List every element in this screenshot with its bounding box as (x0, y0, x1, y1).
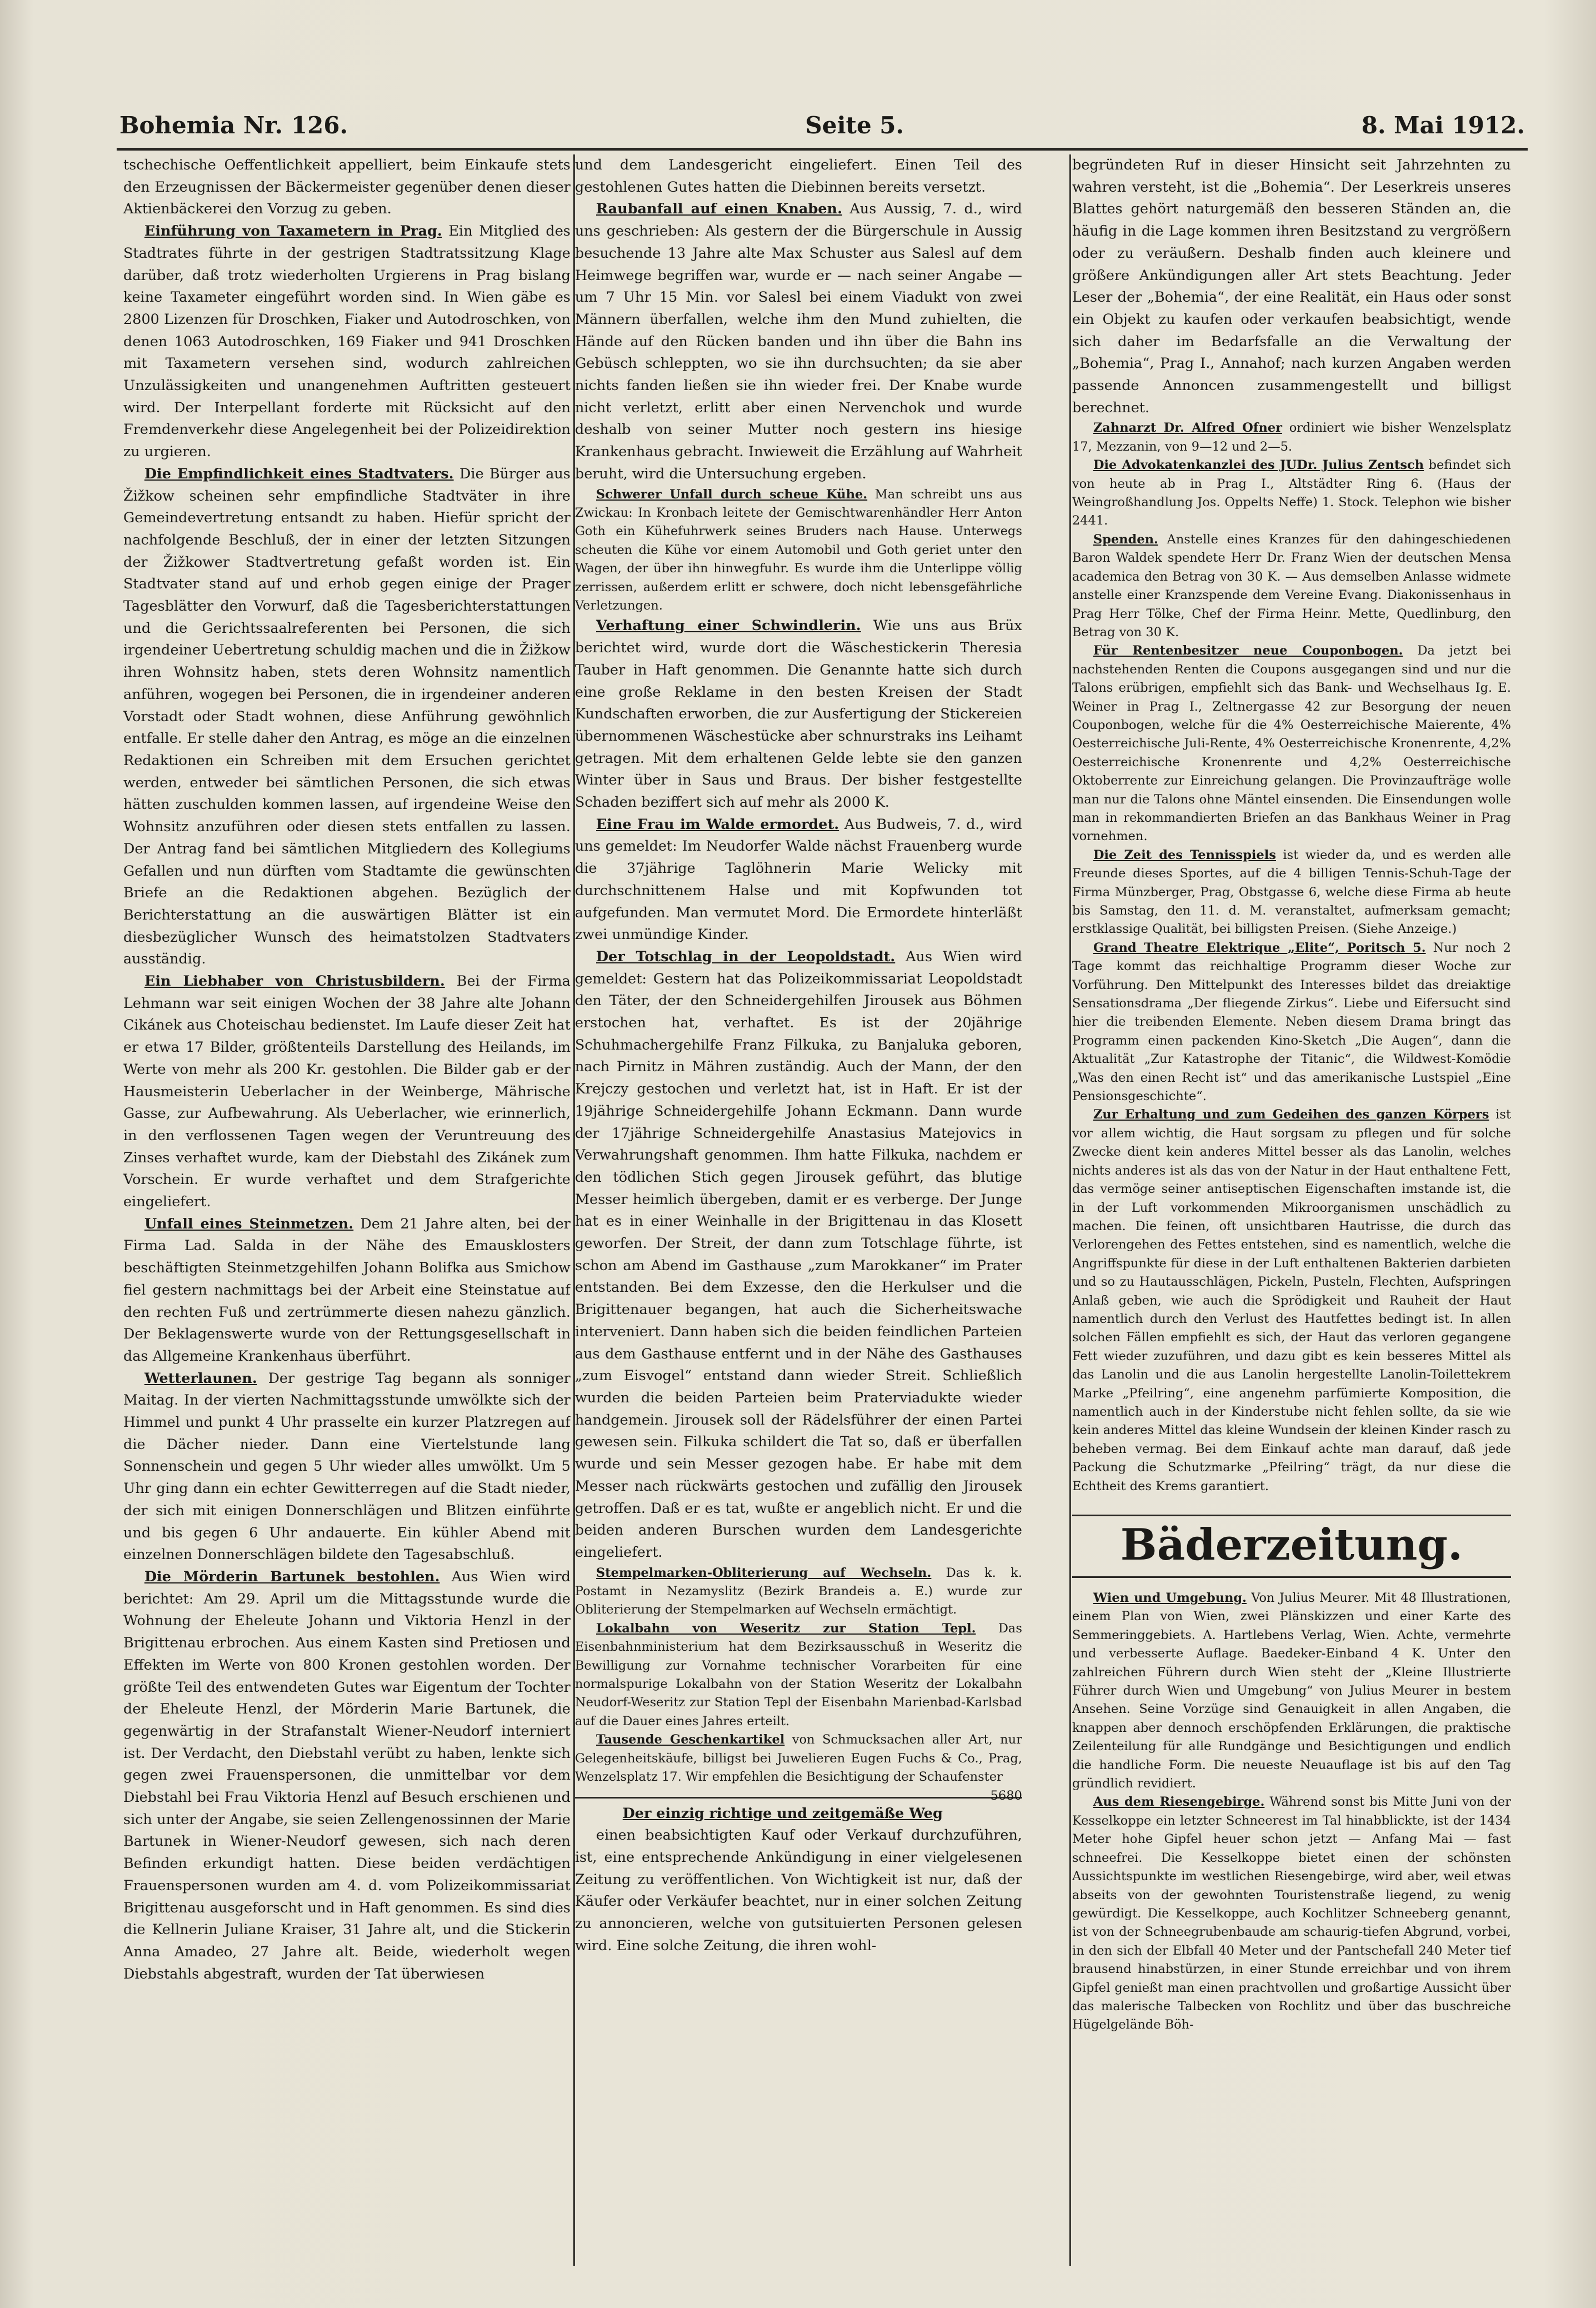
article-body: Aus Aussig, 7. d., wird uns geschrieben: Als gestern der die Bürgerschule in Aussig besuchende 13 Jahre alte Max Schuster aus Salesl auf dem Heimwege begriffen war, wurde er — nach seiner Angabe — um 7 Uhr 15 Min. vor Salesl bei einem Viadukt von zwei Männern überfallen, welche ihm den Mund zuhielten, die Hände auf den Rücken banden und ihn über die Bahn ins Gebüsch schleppten, wo sie ihn durchsuchten; da sie aber nichts fanden ließen sie ihn wieder frei. Der Knabe wurde nicht verletzt, erlitt aber einen Nervenchok und wurde deshalb von seiner Mutter noch gestern ins hiesige Krankenhaus gebracht. Inwieweit die Erzählung auf Wahrheit beruht, wird die Untersuchung ergeben. (575, 201, 1022, 482)
ad-number: 5680 (990, 1788, 1022, 1803)
article-body: Der gestrige Tag begann als sonniger Maitag. In der vierten Nachmittagsstunde umwölkte sich der Himmel und punkt 4 Uhr prasselte ein kurzer Platzregen auf die Dächer nieder. Dann eine Viertelstunde lang Sonnenschein und gegen 5 Uhr wieder alles umwölkt. Um 5 Uhr ging dann ein echter Gewitterregen auf die Stadt nieder, der sich mit einigen Donnerschlägen und Blitzen einführte und bis gegen 6 Uhr andauerte. Ein kühler Abend mit einzelnen Donnerschlägen bildete den Tagesabschluß. (123, 1370, 571, 1563)
article (1072, 939, 1511, 1106)
article (1072, 1589, 1511, 1793)
page-header (119, 106, 1525, 144)
article-body: Anstelle eines Kranzes für den dahingeschiedenen Baron Waldek spendete Herr Dr. Franz Wien der deutschen Mensa academica den Betrag von 30 K. — Aus demselben Anlasse widmete anstelle einer Kranzspende dem Vereine Evang. Diakonissenhaus in Prag Herr Tölke, Chef der Firma Heinr. Mette, Quedlinburg, den Betrag von 30 K. (1072, 532, 1511, 640)
article-body: Das Eisenbahnministerium hat dem Bezirksausschuß in Weseritz die Bewilligung zur Vornahme technischer Vorarbeiten für eine normalspurige Lokalbahn von der Station Weseritz der Lokalbahn Neudorf-Weseritz zur Station Tepl der Eisenbahn Marienbad-Karlsbad auf die Dauer eines Jahres erteilt. (575, 1621, 1022, 1728)
header-date: 8. Mai 1912. (1361, 111, 1525, 139)
article (575, 946, 1022, 1564)
article-headline: Die Mörderin Bartunek bestohlen. (144, 1568, 440, 1585)
article-body: von Schmucksachen aller Art, nur Gelegenheitskäufe, billigst bei Juwelieren Eugen Fuchs & Co., Prag, Wenzelsplatz 17. Wir empfehlen die Besichtigung der Schaufenster (575, 1732, 1022, 1785)
article-headline: Der Totschlag in der Leopoldstadt. (596, 948, 895, 965)
article-headline: Verhaftung einer Schwindlerin. (596, 617, 861, 635)
article (123, 463, 571, 971)
article-body: Während sonst bis Mitte Juni von der Kesselkoppe ein letzter Schneerest im Tal hinabblickte, ist der 1434 Meter hohe Gipfel heuer schon jetzt — Anfang Mai — fast schneefrei. Die Kesselkoppe bietet einen der schönsten Aussichtspunkte im westlichen Riesengebirge, wird aber, weil etwas abseits von der gewohnten Touristenstraße liegend, zu wenig gewürdigt. Die Kesselkoppe, auch Kochlitzer Schneeberg genannt, ist von der Schneegrubenbaude am schaurig-tiefen Abgrund, vorbei, in den sich der Elbfall 40 Meter und der Pantschefall 240 Meter tief brausend hinabstürzen, in einer Stunde erreichbar und von ihrem Gipfel genießt man einen prachtvollen und großartige Aussicht über das malerische Talbecken von Rochlitz und über das buschreiche Hügelgelände Böh- (1072, 1795, 1511, 2032)
article-body: Aus Wien wird berichtet: Am 29. April um die Mittagsstunde wurde die Wohnung der Eheleute Johann und Viktoria Henzl in der Brigittenau erbrochen. Aus einem Kasten sind Pretiosen und Effekten im Werte von 800 Kronen gestohlen worden. Der größte Teil des entwendeten Gutes war Eigentum der Tochter der Eheleute Henzl, der Mörderin Marie Bartunek, die gegenwärtig in der Strafanstalt Wiener-Neudorf interniert ist. Der Verdacht, den Diebstahl verübt zu haben, lenkte sich gegen zwei Frauenspersonen, die unmittelbar vor dem Diebstahl bei Frau Viktoria Henzl auf Besuch erschienen und sich unter der Angabe, sie seien Zellengenossinnen der Marie Bartunek in Wiener-Neudorf gewesen, sich nach deren Befinden erkundigt hatten. Diese beiden verdächtigen Frauenspersonen wurden am 4. d. vom Polizeikommissariat Brigittenau ausgeforscht und in Haft genommen. Es sind dies die Kellnerin Juliane Kraiser, 31 Jahre alt, und die Stickerin Anna Amadeo, 27 Jahre alt. Beide, wiederholt wegen Diebstahls abgestraft, wurden der Tat überwiesen (123, 1568, 571, 1982)
article-body: Das k. k. Postamt in Nezamyslitz (Bezirk Brandeis a. E.) wurde zur Obliterierung der Stempelmarken auf Wechseln ermächtigt. (575, 1565, 1022, 1617)
article-body: tschechische Oeffentlichkeit appelliert, beim Einkaufe stets den Erzeugnissen der Bäckermeister gegenüber denen dieser Aktienbäckerei den Vorzug zu geben. (123, 157, 571, 218)
article (1072, 642, 1511, 846)
article-headline: Spenden. (1093, 532, 1158, 547)
column-divider-2 (1069, 154, 1071, 2266)
article-body: Aus Wien wird gemeldet: Gestern hat das Polizeikommissariat Leopoldstadt den Täter, der den Schneidergehilfen Jirousek aus Böhmen erstochen hat, verhaftet. Es ist der 20jährige Schuhmachergehilfe Franz Filkuka, zu Banjaluka geboren, nach Pirnitz in Mähren zuständig. Auch der Mann, der den Krejczy gestochen und verletzt hat, ist in Haft. Er ist der 19jährige Schneidergehilfe Johann Eckmann. Dann wurde der 17jährige Schneidergehilfe Anastasius Matejovics in Verwahrungshaft genommen. Ihm hatte Filkuka, nachdem er den tödlichen Stich gegen Jirousek geführt, das blutige Messer heimlich übergeben, damit er es verberge. Der Junge hat es in einer Weinhalle in der Brigittenau in das Klosett geworfen. Der Streit, der dann zum Totschlage führte, ist schon am Abend im Gasthause „zum Marokkaner“ im Prater entstanden. Bei dem Exzesse, den die Herkulser und die Brigittenauer begangen, hat auch die Sicherheitswache interveniert. Dann haben sich die beiden feindlichen Parteien aus dem Gasthause entfernt und in der Nähe des Gasthauses „zum Eisvogel“ entstand dann wieder Streit. Schließlich wurden die beiden Parteien beim Praterviadukte wieder handgemein. Jirousek soll der Rädelsführer der einen Partei gewesen sein. Filkuka schildert die Tat so, daß er überfallen wurde und sein Messer gezogen habe. Er habe mit dem Messer nach rückwärts gestochen und zufällig den Jirousek getroffen. Daß er es tat, wußte er angeblich nicht. Er und die beiden anderen Burschen wurden dem Landesgerichte eingeliefert. (575, 948, 1022, 1561)
column-1 (123, 154, 571, 2266)
article (123, 154, 571, 221)
article-body: ist wieder da, und es werden alle Freunde dieses Sportes, auf die 4 billigen Tennis-Schuh-Tage der Firma Münzberger, Prag, Obstgasse 6, welche diese Firma ab heute bis Samstag, den 11. d. M. veranstaltet, aufmerksam gemacht; erstklassige Qualität, bei billigsten Preisen. (Siehe Anzeige.) (1072, 847, 1511, 937)
article-headline: Wien und Umgebung. (1093, 1591, 1247, 1605)
article-body: begründeten Ruf in dieser Hinsicht seit Jahrzehnten zu wahren versteht, ist die „Bohemia“. Der Leserkreis unseres Blattes gehört naturgemäß den besseren Ständen an, die häufig in die Lage kommen ihren Besitzstand zu vergrößern oder zu veräußern. Deshalb finden auch kleinere und größere Ankündigungen aller Art stets Beachtung. Jeder Leser der „Bohemia“, der eine Realität, ein Haus oder sonst ein Objekt zu kaufen oder verkaufen beabsichtigt, wende sich daher im Bedarfsfalle an die Verwaltung der „Bohemia“, Prag I., Annahof; nach kurzen Angaben werden passende Annoncen zusammengestellt und billigst berechnet. (1072, 157, 1511, 416)
article-headline: Stempelmarken-Obliterierung auf Wechseln. (596, 1565, 932, 1580)
ad-title: Der einzig richtige und zeitgemäße Weg (622, 1805, 943, 1822)
article-body: Ein Mitglied des Stadtrates führte in der gestrigen Stadtratssitzung Klage darüber, daß trotz wiederholten Urgierens in Prag bislang keine Taxameter eingeführt worden sind. In Wien gäbe es 2800 Lizenzen für Droschken, Fiaker und Autodroschken, von denen 1063 Autodroschken, 169 Fiaker und 941 Droschken mit Taxametern versehen sind, wodurch zahlreichen Unzulässigkeiten und unangenehmen Auftritten gesteuert wird. Der Interpellant forderte mit Rücksicht auf den Fremdenverkehr diese Angelegenheit bei der Polizeidirektion zu urgieren. (123, 223, 571, 461)
article-headline: Aus dem Riesengebirge. (1093, 1795, 1265, 1810)
article (1072, 419, 1511, 456)
article (123, 1566, 571, 1985)
article (123, 1213, 571, 1368)
article-body: Man schreibt uns aus Zwickau: In Kronbach leitete der Gemischtwarenhändler Herr Anton Goth ein Kühefuhrwerk seines Bruders nach Hause. Unterwegs scheuten die Kühe vor einem Automobil und Goth geriet unter den Wagen, der über ihn hinwegfuhr. Es wurde ihm die Unterlippe völlig zerrissen, außerdem erlitt er schwere, doch nicht lebensgefährliche Verletzungen. (575, 487, 1022, 613)
article-headline: Schwerer Unfall durch scheue Kühe. (596, 487, 868, 502)
article-body: Von Julius Meurer. Mit 48 Illustrationen, einem Plan von Wien, zwei Plänskizzen und einer Karte des Semmeringgebiets. A. Hartlebens Verlag, Wien. Achte, vermehrte und verbesserte Auflage. Baedeker-Einband 4 K. Unter den zahlreichen Führern durch Wien steht der „Kleine Illustrierte Führer durch Wien und Umgebung“ von Julius Meurer in bestem Ansehen. Seine Vorzüge sind Genauigkeit in allen Angaben, die knappen aber dennoch erschöpfenden Erklärungen, die praktische Zeilenteilung für alle Rundgänge und Besichtigungen und endlich die handliche Form. Die neueste Neuauflage ist bis auf den Tag gründlich revidiert. (1072, 1591, 1511, 1791)
article-body: Da jetzt bei nachstehenden Renten die Coupons ausgegangen sind und nur die Talons erübrigen, empfiehlt sich das Bank- und Wechselhaus Ig. E. Weiner in Prag I., Zeltnergasse 42 zur Besorgung der neuen Couponbogen, welche für die 4% Oesterreichische Maierente, 4% Oesterreichische Juli-Rente, 4% Oesterreichische Kronenrente, 4,2% Oesterreichische Kronenrente und 4,2% Oesterreichische Oktoberrente zur Einreichung gelangen. Die Provinzaufträge wolle man nur die Talons ohne Mäntel einsenden. Die Einsendungen wolle man in rekommandierten Briefen an das Bankhaus Weiner in Prag vornehmen. (1072, 643, 1511, 844)
article (575, 486, 1022, 616)
column-2 (575, 154, 1022, 2266)
header-page-number: Seite 5. (805, 111, 904, 139)
article (575, 814, 1022, 946)
article-body: Die Bürger aus Žižkow scheinen sehr empfindliche Stadtväter in ihre Gemeindevertretung entsandt zu haben. Hiefür spricht der nachfolgende Beschluß, der in einer der letzten Sitzungen der Žižkower Stadtvertretung gefaßt worden ist. Ein Stadtvater stand auf und erhob gegen einige der Prager Tagesblätter den Vorwurf, daß die Tagesberichterstattungen und die Gerichtssaalreferenten bei Personen, die sich irgendeiner Uebertretung schuldig machen und die in Žižkow ihren Wohnsitz haben, stets deren Wohnsitz namentlich anführen, wogegen bei Personen, die in irgendeiner anderen Vorstadt oder Stadt wohnen, diese Anführung gewöhnlich entfalle. Er stelle daher den Antrag, es möge an die einzelnen Redaktionen ein Schreiben mit dem Ersuchen gerichtet werden, entweder bei sämtlichen Personen, die sich etwas hätten zuschulden kommen lassen, auf irgendeine Weise den Wohnsitz anzuführen oder diesen stets entfallen zu lassen. Der Antrag fand bei sämtlichen Mitgliedern des Kollegiums Gefallen und nun dürften vom Stadtamte die gewünschten Briefe an die Redaktionen abgehen. Bezüglich der Berichterstattung an die auswärtigen Blätter ist ein diesbezüglicher Wunsch des heimatstolzen Stadtvaters ausständig. (123, 465, 571, 968)
article-body: Bei der Firma Lehmann war seit einigen Wochen der 38 Jahre alte Johann Cikánek aus Choteischau bedienstet. Im Laufe dieser Zeit hat er etwa 17 Bilder, größtenteils Darstellung des Heilands, im Werte von mehr als 200 Kr. gestohlen. Die Bilder gab er der Hausmeisterin Ueberlacher in der Weinberge, Mährische Gasse, zur Aufbewahrung. Als Ueberlacher, wie erinnerlich, in den verflossenen Tagen wegen der Veruntreuung des Zinses verhaftet wurde, kam der Diebstahl des Zikánek zum Vorschein. Er wurde verhaftet und dem Strafgerichte eingeliefert. (123, 973, 571, 1211)
article-body: Dem 21 Jahre alten, bei der Firma Lad. Salda in der Nähe des Emausklosters beschäftigten Steinmetzgehilfen Johann Bolifka aus Smichow fiel gestern nachmittags bei der Arbeit eine Steinstatue auf den rechten Fuß und zertrümmerte diesen nahezu gänzlich. Der Beklagenswerte wurde von der Rettungsgesellschaft in das Allgemeine Krankenhaus überführt. (123, 1215, 571, 1365)
article-body: Aus Budweis, 7. d., wird uns gemeldet: Im Neudorfer Walde nächst Frauenberg wurde die 37jährige Taglöhnerin Marie Welicky mit durchschnittenem Halse und mit Kopfwunden tot aufgefunden. Man vermutet Mord. Die Ermordete hinterläßt zwei unmündige Kinder. (575, 816, 1022, 943)
article-headline: Ein Liebhaber von Christusbildern. (144, 973, 445, 990)
header-rule (117, 148, 1528, 151)
article-headline: Zahnarzt Dr. Alfred Ofner (1093, 421, 1283, 436)
article-headline: Tausende Geschenkartikel (596, 1732, 785, 1747)
article-headline: Wetterlaunen. (144, 1370, 257, 1387)
article (1072, 154, 1511, 419)
article (575, 1620, 1022, 1731)
ad-text: einen beabsichtigten Kauf oder Verkauf durchzuführen, ist, eine entsprechende Ankündigung in einer vielgelesenen Zeitung zu veröffentlichen. Von Wichtigkeit ist nur, daß der Käufer oder Verkäufer beachtet, nur in einer solchen Zeitung zu annoncieren, welche von gutsituierten Personen gelesen wird. Eine solche Zeitung, die ihren wohl- (575, 1827, 1022, 1954)
article (575, 154, 1022, 198)
article (1072, 1793, 1511, 2034)
article (123, 221, 571, 463)
article (575, 615, 1022, 813)
article (1072, 1106, 1511, 1496)
article-headline: Für Rentenbesitzer neue Couponbogen. (1093, 643, 1403, 658)
article-headline: Lokalbahn von Weseritz zur Station Tepl. (596, 1621, 976, 1636)
article-headline: Die Empfindlichkeit eines Stadtvaters. (144, 465, 454, 482)
article (575, 198, 1022, 485)
article-headline: Unfall eines Steinmetzen. (144, 1215, 354, 1232)
section-banner: Bäderzeitung. (1072, 1515, 1511, 1578)
article-headline: Einführung von Taxametern in Prag. (144, 223, 442, 240)
article-body: ordiniert wie bisher Wenzelsplatz 17, Mezzanin, von 9—12 und 2—5. (1072, 421, 1511, 454)
column-3 (1072, 154, 1511, 2266)
article-headline: Grand Theatre Elektrique „Elite“, Poritsch 5. (1093, 940, 1426, 955)
article-headline: Zur Erhaltung und zum Gedeihen des ganzen Körpers (1093, 1107, 1489, 1122)
article-headline: Die Advokatenkanzlei des JUDr. Julius Zentsch (1093, 458, 1424, 473)
article-headline: Die Zeit des Tennisspiels (1093, 847, 1277, 862)
article-body: Wie uns aus Brüx berichtet wird, wurde dort die Wäschestickerin Theresia Tauber in Haft genommen. Die Genannte hatte sich durch eine große Reklame in den besten Kreisen der Stadt Kundschaften erworben, die zur Ausfertigung der Stickereien übernommenen Wäschestücke aber schnurstraks ins Leihamt getragen. Mit dem erhaltenen Gelde lebte sie den ganzen Winter über in Saus und Braus. Der bisher festgestellte Schaden beziffert sich auf mehr als 2000 K. (575, 617, 1022, 811)
article-headline: Eine Frau im Walde ermordet. (596, 816, 839, 833)
article (1072, 531, 1511, 642)
article-body: befindet sich von heute ab in Prag I., Altstädter Ring 6. (Haus der Weingroßhandlung Jos. Oppelts Neffe) 1. Stock. Telephon wie bisher 2441. (1072, 458, 1511, 528)
article-body: Nur noch 2 Tage kommt das reichhaltige Programm dieser Woche zur Vorführung. Den Mittelpunkt des Interesses bildet das dreiaktige Sensationsdrama „Der fliegende Zirkus“. Liebe und Eifersucht sind hier die treibenden Elemente. Neben diesem Drama bringt das Programm einen packenden Kino-Sketch „Die Augen“, dann die Aktualität „Zur Katastrophe der Titanic“, die Wildwest-Komödie „Was den einen Recht ist“ und das amerikanische Lustspiel „Eine Pensionsgeschichte“. (1072, 940, 1511, 1104)
article (575, 1564, 1022, 1620)
article-headline: Raubanfall auf einen Knaben. (596, 201, 843, 218)
article (575, 1731, 1022, 1803)
article-body: ist vor allem wichtig, die Haut sorgsam zu pflegen und für solche Zwecke dient kein anderes Mittel besser als das Lanolin, welches nichts anderes ist als das von der Natur in der Haut enthaltene Fett, das vermöge seiner antiseptischen Eigenschaften imstande ist, die in der Luft vorkommenden Mikroorganismen unschädlich zu machen. Die feinen, oft unsichtbaren Hautrisse, die durch das Verlorengehen des Fettes entstehen, sind es namentlich, welche die Angriffspunkte für diese in der Luft enthaltenen Bakterien darbieten und so zu Hautausschlägen, Pickeln, Pusteln, Flechten, Aufspringen Anlaß geben, wie auch die Sprödigkeit und Rauheit der Haut namentlich durch den Verlust des Hautfettes bedingt ist. In allen solchen Fällen empfiehlt es sich, der Haut das verloren gegangene Fett wieder zuzuführen, und dazu gibt es kein besseres Mittel als das Lanolin und die aus Lanolin hergestellte Lanolin-Toilettekrem Marke „Pfeilring“, eine angenehm parfümierte Komposition, die namentlich auch in der Kinderstube nicht fehlen sollte, da sie wie kein anderes Mittel das kleine Wundsein der kleinen Kinder rasch zu beheben vermag. Bei dem Einkauf achte man darauf, daß jede Packung die Schutzmarke „Pfeilring“ trägt, da nur diese die Echtheit des Krems garantiert. (1072, 1107, 1511, 1493)
article-body: und dem Landesgericht eingeliefert. Einen Teil des gestohlenen Gutes hatten die Diebinnen bereits versetzt. (575, 157, 1022, 196)
article (1072, 846, 1511, 939)
article (1072, 456, 1511, 531)
article (123, 971, 571, 1213)
header-publication: Bohemia Nr. 126. (119, 111, 348, 139)
advertisement (575, 1797, 1022, 1957)
article (123, 1368, 571, 1566)
